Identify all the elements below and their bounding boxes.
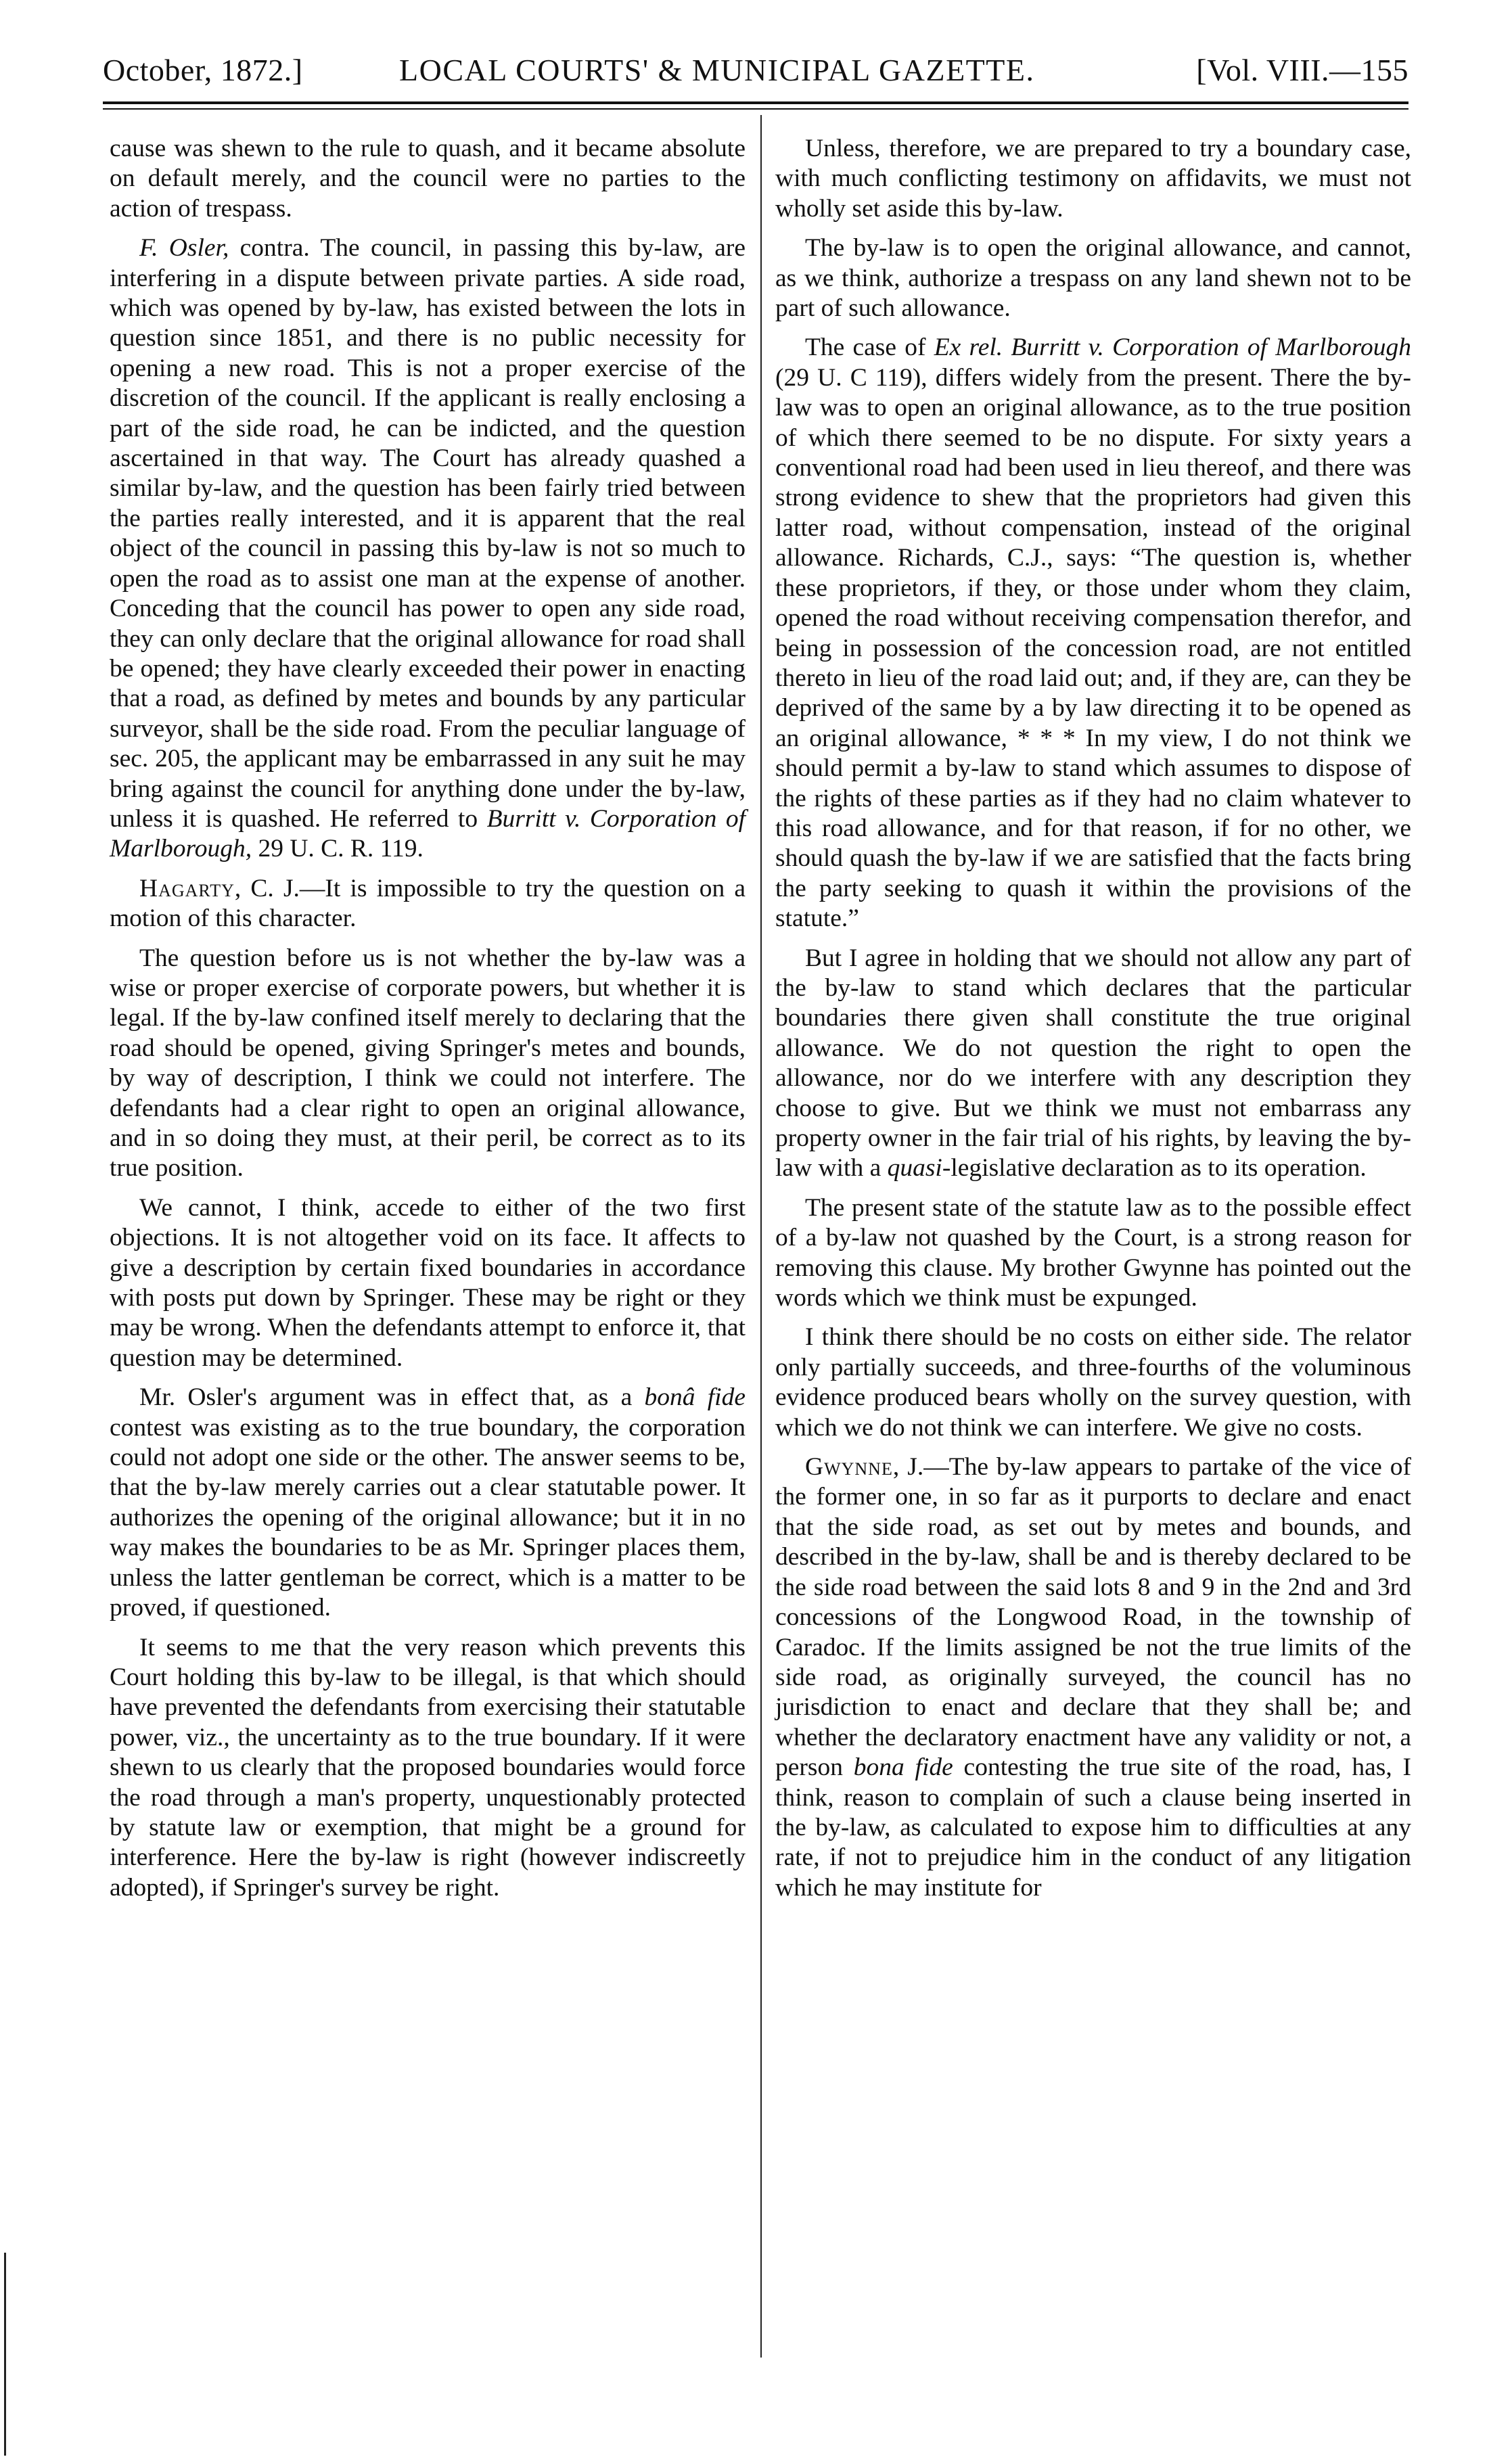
judge-name: Hagarty bbox=[139, 874, 235, 902]
paragraph: The by-law is to open the original allowance, and cannot, as we think, authorize a trespass on any land shewn not to be part of such allowance. bbox=[775, 234, 1411, 323]
paragraph: The question before us is not whether the by-law was a wise or proper exercise of corporate powers, but whether it is legal. If the by-law confined itself merely to declaring that the road should be opened, giving Springer's metes and bounds, by way of description, I think we could not interfere. The defendants had a clear right to open an original allowance, and in so doing they must, at their peril, be correct as to its true position. bbox=[110, 944, 746, 1182]
case-citation: Burritt v. Corporation of Marlborough, bbox=[110, 804, 746, 863]
left-column bbox=[110, 134, 746, 1912]
header-rule-thin bbox=[103, 108, 1408, 110]
paragraph: Hagarty, C. J.—It is impossible to try the question on a motion of this character. bbox=[110, 874, 746, 933]
paragraph: Mr. Osler's argument was in effect that, as a bonâ fide contest was existing as to the true boundary, the corporation could not adopt one side or the other. The answer seems to be, that the by-law merely carries out a clear statutable power. It authorizes the opening of the original allowance; but it in no way makes the boundaries to be as Mr. Springer places them, unless the latter gentleman be correct, which is a matter to be proved, if questioned. bbox=[110, 1383, 746, 1622]
header-title: LOCAL COURTS' & MUNICIPAL GAZETTE. bbox=[399, 53, 1035, 87]
case-citation: Ex rel. Burritt v. Corporation of Marlborough bbox=[934, 334, 1411, 362]
paragraph: But I agree in holding that we should not allow any part of the by-law to stand which declares that the particular boundaries there given shall constitute the true original allowance. We do not question the right to open the allowance, nor do we interfere with any description they choose to give. But we think we must not embarrass any property owner in the fair trial of his rights, by leaving the by-law with a quasi-legislative declaration as to its operation. bbox=[775, 944, 1411, 1182]
header-rule-thick bbox=[103, 101, 1408, 104]
header-date: October, 1872.] bbox=[103, 53, 303, 87]
paragraph: It seems to me that the very reason which prevents this Court holding this by-law to be illegal, is that which should have prevented the defendants from exercising their statutable power, viz., the uncertainty as to the true boundary. If it were shewn to us clearly that the proposed boundaries would force the road through a man's property, unquestionably protected by statute law or exemption, that might be a ground for interference. Here the by-law is right (however indiscreetly adopted), if Springer's survey be right. bbox=[110, 1633, 746, 1902]
paragraph: The case of Ex rel. Burritt v. Corporation of Marlborough (29 U. C 119), differs widely from the present. There the by-law was to open an original allowance, as to the true position of which there seemed to be no dispute. For sixty years a conventional road had been used in lieu thereof, and there was strong evidence to shew that the proprietors had given this latter road, without compensation, instead of the original allowance. Richards, C.J., says: “The question is, whether these proprietors, if they, or those under whom they claim, opened the road without receiving compensation therefor, and being in possession of the concession road, are not entitled thereto in lieu of the road laid out; and, if they are, can they be deprived of the same by a by law directing it to be opened as an original allowance, * * * In my view, I do not think we should permit a by-law to stand which assumes to dispose of the rights of these parties as if they had no claim whatever to this road allowance, and for that reason, if for no other, we should quash the by-law if we are satisfied that the facts bring the party seeking to quash it within the provisions of the statute.” bbox=[775, 334, 1411, 933]
paragraph: cause was shewn to the rule to quash, and it became absolute on default merely, and the council were no parties to the action of trespass. bbox=[110, 135, 746, 223]
column-divider bbox=[760, 115, 762, 2358]
right-column bbox=[775, 134, 1411, 1912]
judge-name: Gwynne bbox=[805, 1453, 893, 1481]
binding-margin-mark bbox=[4, 2253, 6, 2456]
header-volume-page: [Vol. VIII.—155 bbox=[1196, 53, 1408, 87]
running-header bbox=[103, 50, 1408, 91]
paragraph: The present state of the statute law as to the possible effect of a by-law not quashed by the Court, is a strong reason for removing this clause. My brother Gwynne has pointed out the words which we think must be expunged. bbox=[775, 1193, 1411, 1312]
paragraph: We cannot, I think, accede to either of the two first objections. It is not altogether void on its face. It affects to give a description by certain fixed boundaries in accordance with posts put down by Springer. These may be right or they may be wrong. When the defendants attempt to enforce it, that question may be determined. bbox=[110, 1193, 746, 1372]
paragraph: I think there should be no costs on either side. The relator only partially succeeds, and three-fourths of the voluminous evidence produced bears wholly on the survey question, with which we do not think we can interfere. We give no costs. bbox=[775, 1323, 1411, 1442]
paragraph: F. Osler, contra. The council, in passing this by-law, are interfering in a dispute between private parties. A side road, which was opened by by-law, has existed between the lots in question since 1851, and there is no public necessity for opening a new road. This is not a proper exercise of the discretion of the council. If the applicant is really enclosing a part of the side road, he can be indicted, and the question ascertained in that way. The Court has already quashed a similar by-law, and the question has been fairly tried between the parties really interested, and it is apparent that the real object of the council in passing this by-law is not so much to open the road as to assist one man at the expense of another. Conceding that the council has power to open any side road, they can only declare that the original allowance for road shall be opened; they have clearly exceeded their power in enacting that a road, as defined by metes and bounds by any particular surveyor, shall be the side road. From the peculiar language of sec. 205, the applicant may be embarrassed in any suit he may bring against the council for anything done under the by-law, unless it is quashed. He referred to Burritt v. Corporation of Marlborough, 29 U. C. R. 119. bbox=[110, 234, 746, 863]
paragraph: Unless, therefore, we are prepared to try a boundary case, with much conflicting testimony on affidavits, we must not wholly set aside this by-law. bbox=[775, 135, 1411, 223]
paragraph: Gwynne, J.—The by-law appears to partake of the vice of the former one, in so far as it purports to declare and enact that the side road, as set out by metes and bounds, and described in the by-law, shall be and is thereby declared to be the side road between the said lots 8 and 9 in the 2nd and 3rd concessions of the Longwood Road, in the township of Caradoc. If the limits assigned be not the true limits of the side road, as originally surveyed, the council has no jurisdiction to enact and declare that they shall be; and whether the declaratory enactment have any validity or not, a person bona fide contesting the true site of the road, has, I think, reason to complain of such a clause being inserted in the by-law, as calculated to expose him to difficulties at any rate, if not to prejudice him in the conduct of any litigation which he may institute for bbox=[775, 1453, 1411, 1902]
counsel-name: F. Osler, bbox=[139, 234, 229, 262]
